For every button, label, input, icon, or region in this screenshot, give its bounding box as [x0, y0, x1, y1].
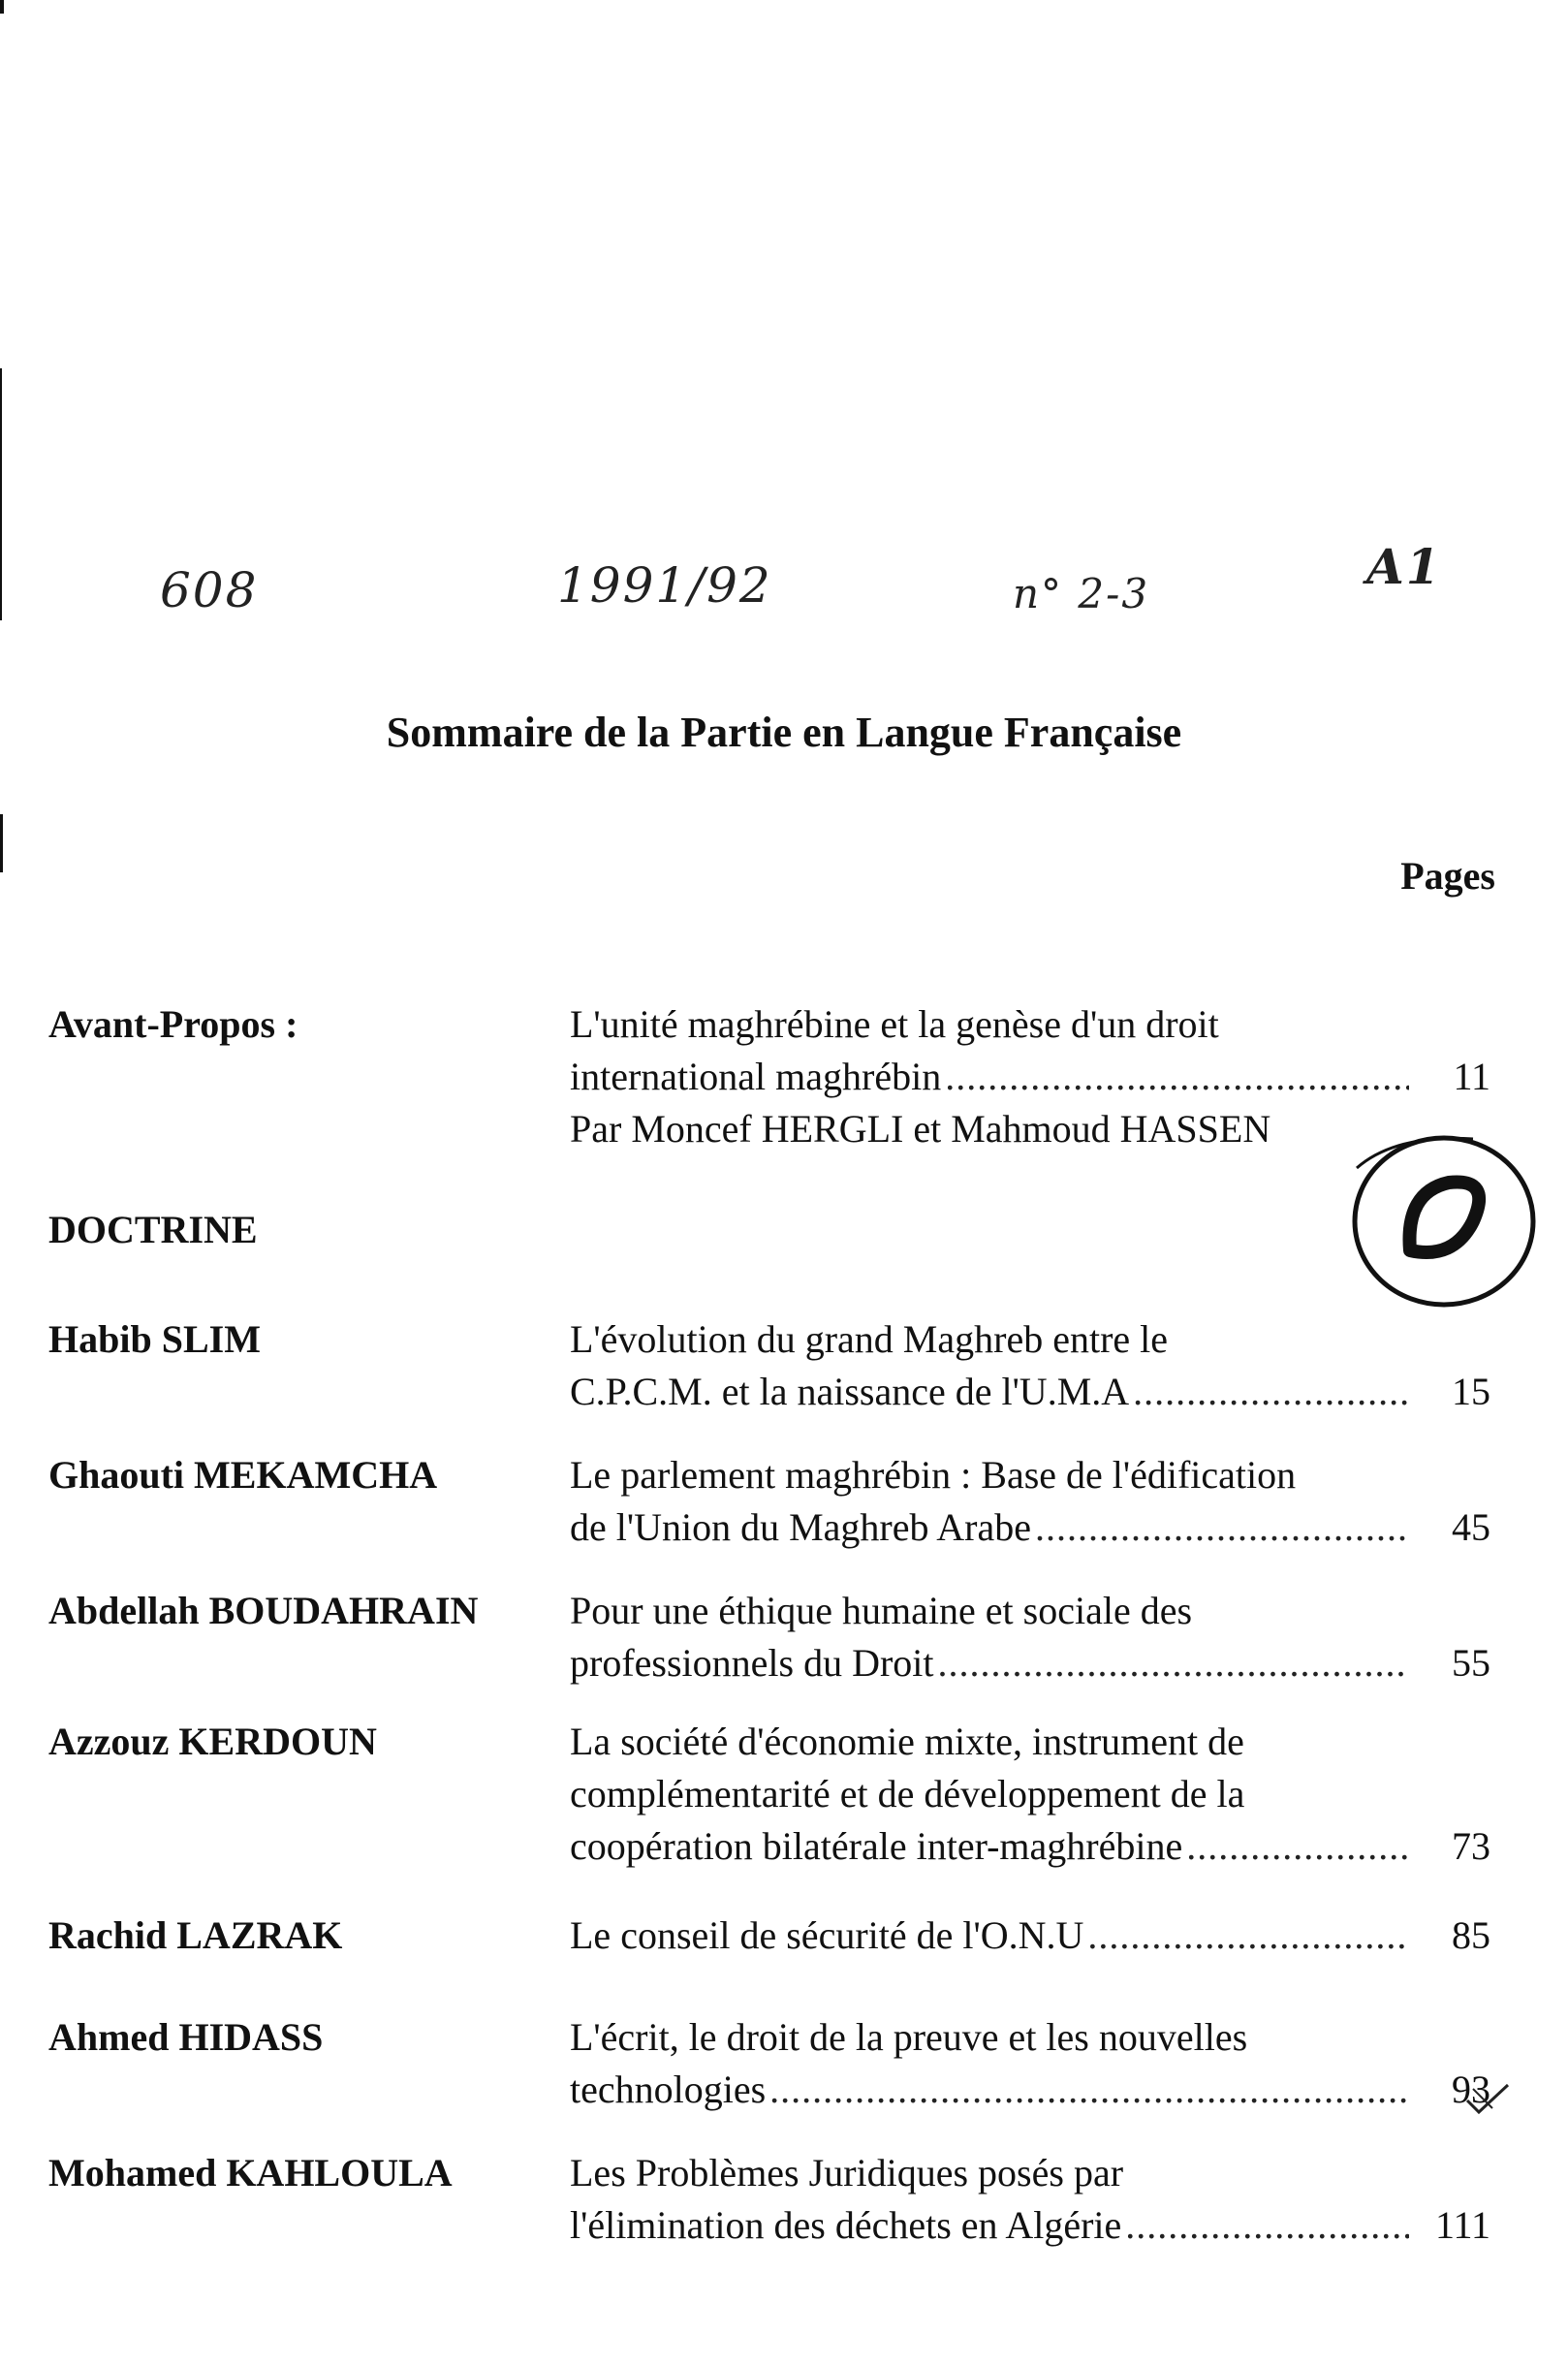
- page-number: 15: [1452, 1370, 1490, 1413]
- library-stamp-icon: [1337, 1115, 1541, 1318]
- page-number: 45: [1452, 1505, 1490, 1549]
- pages-column-header: Pages: [1400, 854, 1495, 898]
- entry-title-line: Pour une éthique humaine et sociale des: [570, 1589, 1193, 1632]
- dot-leader: [1087, 1910, 1409, 1962]
- page-number: 55: [1452, 1641, 1490, 1685]
- entry-title-line: Le conseil de sécurité de l'O.N.U: [570, 1913, 1084, 1957]
- entry-title-line: complémentarité et de développement de la: [570, 1772, 1245, 1815]
- entry-title-line: C.P.C.M. et la naissance de l'U.M.A: [570, 1370, 1130, 1413]
- page-number: 73: [1452, 1824, 1490, 1868]
- dot-leader: [1133, 1366, 1409, 1418]
- entry-author: Ghaouti MEKAMCHA: [48, 1453, 438, 1497]
- entry-author: Azzouz KERDOUN: [48, 1720, 377, 1763]
- page-number: 111: [1434, 2203, 1490, 2247]
- toc-entry: [570, 1910, 1490, 1962]
- entry-author: Mohamed KAHLOULA: [48, 2151, 453, 2194]
- scan-edge-mark: [0, 814, 3, 872]
- page-number: 93: [1452, 2068, 1490, 2111]
- page-number: 11: [1453, 1055, 1490, 1098]
- entry-title-line: La société d'économie mixte, instrument de: [570, 1720, 1244, 1763]
- toc-entry: [570, 2011, 1490, 2116]
- entry-title-line: professionnels du Droit: [570, 1641, 934, 1685]
- entry-author: Ahmed HIDASS: [48, 2015, 324, 2059]
- handwritten-note: 608: [160, 562, 259, 618]
- entry-author: Rachid LAZRAK: [48, 1913, 343, 1957]
- dot-leader: [1125, 2199, 1409, 2252]
- handwritten-note: 1991/92: [557, 557, 772, 614]
- entry-title-line: L'évolution du grand Maghreb entre le: [570, 1317, 1169, 1361]
- page-number: 85: [1452, 1913, 1490, 1957]
- entry-title-line: coopération bilatérale inter-maghrébine: [570, 1824, 1183, 1868]
- handwritten-check-icon: [1463, 2079, 1512, 2118]
- scan-edge-mark: [0, 368, 2, 620]
- scan-edge-mark: [0, 0, 4, 14]
- dot-leader: [1186, 1820, 1409, 1873]
- dot-leader: [938, 1637, 1409, 1689]
- handwritten-note: A1: [1366, 538, 1442, 595]
- toc-entry: [570, 1585, 1490, 1689]
- toc-entry: [570, 1313, 1490, 1418]
- section-heading: DOCTRINE: [48, 1208, 258, 1251]
- entry-author: Abdellah BOUDAHRAIN: [48, 1589, 479, 1632]
- entry-title-line: l'élimination des déchets en Algérie: [570, 2203, 1122, 2247]
- entry-title-line: de l'Union du Maghreb Arabe: [570, 1505, 1031, 1549]
- dot-leader: [769, 2064, 1409, 2116]
- avant-propos-label: Avant-Propos :: [48, 1002, 298, 1046]
- page-title: Sommaire de la Partie en Langue Française: [386, 709, 1182, 756]
- entry-title-line: Les Problèmes Juridiques posés par: [570, 2151, 1124, 2194]
- entry-title-line: technologies: [570, 2068, 767, 2111]
- entry-author: Habib SLIM: [48, 1317, 261, 1361]
- toc-entry: [570, 2147, 1490, 2252]
- handwritten-note: n° 2-3: [1013, 570, 1150, 617]
- dot-leader: [1035, 1501, 1409, 1554]
- avant-propos-entry: L'unité maghrébine et la genèse d'un droit international maghrébin ..... 11 Par Moncef HERGLI et Mahmoud HASSEN: [570, 998, 1490, 1155]
- toc-entry: [570, 1716, 1490, 1873]
- toc-entry: [570, 1449, 1490, 1554]
- entry-title-line: Le parlement maghrébin : Base de l'édification: [570, 1453, 1297, 1497]
- entry-title-line: L'écrit, le droit de la preuve et les nouvelles: [570, 2015, 1248, 2059]
